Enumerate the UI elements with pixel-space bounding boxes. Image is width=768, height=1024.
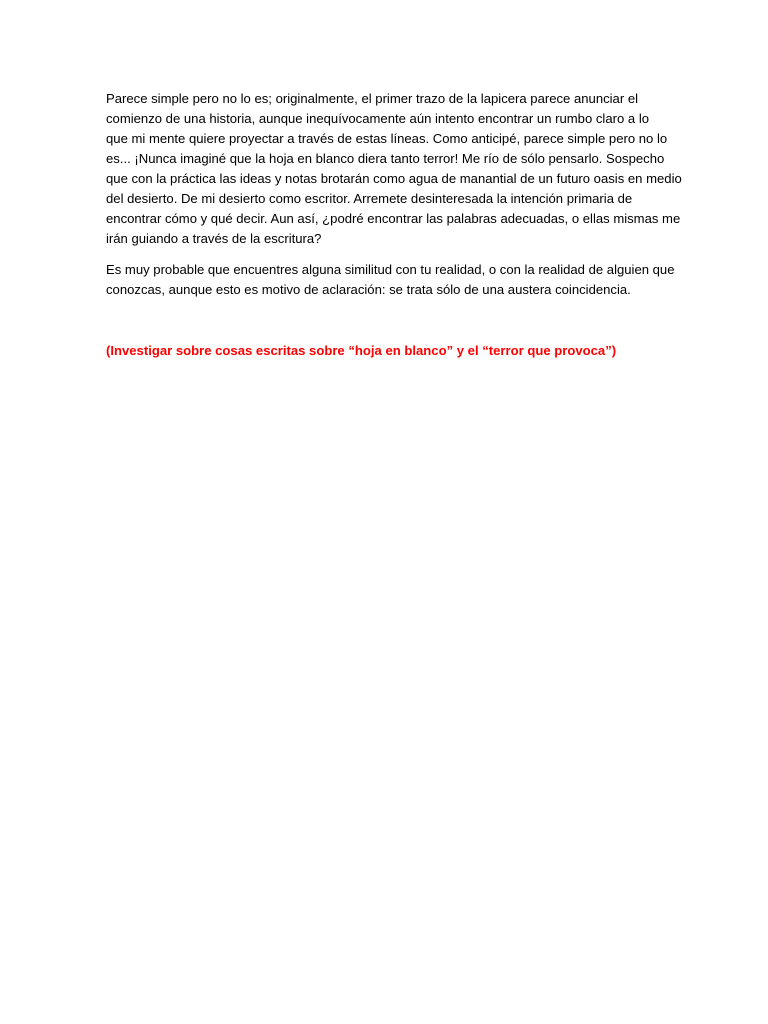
paragraph-1: [106, 89, 682, 249]
paragraph-line: es... ¡Nunca imaginé que la hoja en blanco diera tanto terror! Me río de sólo pensarlo. Sospecho: [106, 151, 665, 166]
paragraph-line: que mi mente quiere proyectar a través de estas líneas. Como anticipé, parece simple pero no lo: [106, 131, 668, 146]
paragraph-line: Parece simple pero no lo es; originalmente, el primer trazo de la lapicera parece anunciar el: [106, 91, 639, 106]
paragraph-line: que con la práctica las ideas y notas brotarán como agua de manantial de un futuro oasis en medio: [106, 171, 682, 186]
paragraph-line: del desierto. De mi desierto como escritor. Arremete desinteresada la intención primaria de: [106, 191, 633, 206]
paragraph-line: comienzo de una historia, aunque inequívocamente aún intento encontrar un rumbo claro a lo: [106, 111, 650, 126]
paragraph-line: Es muy probable que encuentres alguna similitud con tu realidad, o con la realidad de alguien que: [106, 262, 675, 277]
paragraph-2: [106, 260, 675, 300]
paragraph-line: encontrar cómo y qué decir. Aun así, ¿podré encontrar las palabras adecuadas, o ellas mismas me: [106, 211, 681, 226]
paragraph-line: conozcas, aunque esto es motivo de aclaración: se trata sólo de una austera coincidencia.: [106, 282, 631, 297]
paragraph-line: irán guiando a través de la escritura?: [106, 231, 322, 246]
document-body: [106, 89, 682, 361]
research-note: (Investigar sobre cosas escritas sobre “hoja en blanco” y el “terror que provoca”): [106, 343, 617, 358]
